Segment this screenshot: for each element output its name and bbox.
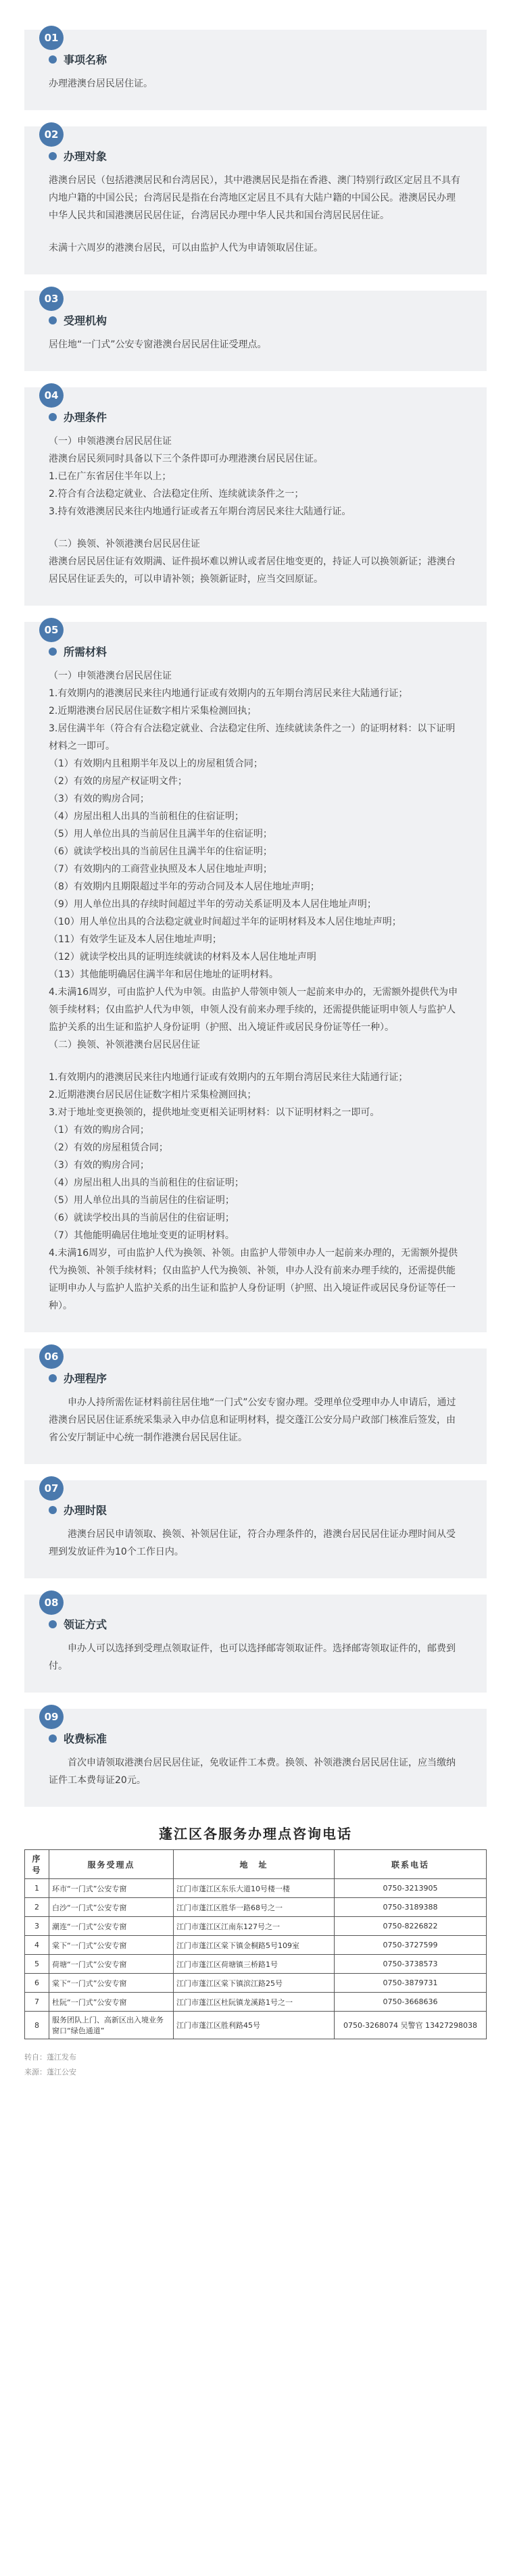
section-number-badge: 04 — [39, 383, 64, 408]
row-index: 4 — [25, 1936, 49, 1955]
row-station: 杜阮“一门式”公安专窗 — [49, 1993, 174, 2012]
row-address: 江门市蓬江区荷塘镇三桥路1号 — [174, 1955, 335, 1974]
table-row — [25, 2012, 487, 2039]
section-01 — [24, 30, 487, 110]
bullet-dot-icon — [49, 1620, 57, 1628]
row-phone: 0750-3668636 — [335, 1993, 487, 2012]
row-station: 潮连“一门式”公安专窗 — [49, 1917, 174, 1936]
paragraph: （8）有效期内且期限超过半年的劳动合同及本人居住地址声明； — [49, 881, 320, 892]
paragraph: 港澳台居民申请领取、换领、补领居住证，符合办理条件的，港澳台居民居住证办理时间从受理到发放证件为10个工作日内。 — [49, 1529, 456, 1557]
section-number-badge: 05 — [39, 618, 64, 642]
paragraph: 申办人可以选择到受理点领取证件，也可以选择邮寄领取证件。选择邮寄领取证件的，邮费到付。 — [49, 1643, 456, 1672]
row-station: 棠下“一门式”公安专窗 — [49, 1974, 174, 1993]
paragraph: 1.有效期内的港澳居民来往内地通行证或有效期内的五年期台湾居民来往大陆通行证； — [49, 1072, 408, 1083]
forward-value: 蓬江发布 — [47, 2053, 76, 2062]
bullet-dot-icon — [49, 648, 57, 656]
header-station: 服务受理点 — [49, 1850, 174, 1879]
paragraph: 港澳台居民居住证有效期满、证件损坏难以辨认或者居住地变更的，持证人可以换领新证；港澳台居民居住证丢失的，可以申请补领；换领新证时，应当交回原证。 — [49, 556, 456, 585]
paragraph: （4）房屋出租人出具的当前租住的住宿证明； — [49, 1177, 244, 1188]
paragraph: （二）换领、补领港澳台居民居住证 — [49, 1040, 200, 1050]
paragraph: （一）申领港澳台居民居住证 — [49, 671, 172, 681]
section-title-text: 收费标准 — [64, 1732, 107, 1745]
table-row — [25, 1955, 487, 1974]
paragraph: 居住地“一门式”公安专窗港澳台居民居住证受理点。 — [49, 339, 267, 350]
paragraph: （9）用人单位出具的存续时间超过半年的劳动关系证明及本人居住地址声明； — [49, 899, 376, 910]
section-title — [49, 51, 462, 67]
paragraph: （1）有效的购房合同； — [49, 1125, 149, 1136]
section-02 — [24, 126, 487, 274]
paragraph: 申办人持所需佐证材料前往居住地“一门式”公安专窗办理。受理单位受理申办人申请后，通过港澳台居民居住证系统采集录入申办信息和证明材料，提交蓬江公安分局户政部门核准后签发，由省公安厅制证中心统一制作港澳台居民居住证。 — [49, 1397, 456, 1443]
sections-list — [24, 30, 487, 1807]
paragraph: 2.近期港澳台居民居住证数字相片采集检测回执； — [49, 706, 257, 716]
row-index: 6 — [25, 1974, 49, 1993]
contacts-table-block — [24, 1823, 487, 2039]
bullet-dot-icon — [49, 413, 57, 421]
section-body — [49, 75, 462, 93]
section-number-badge: 07 — [39, 1476, 64, 1501]
row-address: 江门市蓬江区棠下镇滨江路25号 — [174, 1974, 335, 1993]
row-phone: 0750-8226822 — [335, 1917, 487, 1936]
paragraph: （7）有效期内的工商营业执照及本人居住地址声明； — [49, 864, 272, 875]
section-title — [49, 312, 462, 328]
section-03 — [24, 291, 487, 371]
row-index: 7 — [25, 1993, 49, 2012]
section-title-text: 所需材料 — [64, 646, 107, 658]
table-row — [25, 1993, 487, 2012]
section-title — [49, 148, 462, 164]
section-title — [49, 643, 462, 659]
section-body — [49, 667, 462, 1315]
section-title — [49, 1370, 462, 1386]
section-body — [49, 1754, 462, 1789]
section-09 — [24, 1709, 487, 1807]
row-station: 荷塘“一门式”公安专窗 — [49, 1955, 174, 1974]
row-phone: 0750-3189388 — [335, 1898, 487, 1917]
table-row — [25, 1974, 487, 1993]
row-phone: 0750-3727599 — [335, 1936, 487, 1955]
row-phone: 0750-3738573 — [335, 1955, 487, 1974]
paragraph: （4）房屋出租人出具的当前租住的住宿证明； — [49, 811, 244, 822]
row-index: 3 — [25, 1917, 49, 1936]
paragraph: （5）用人单位出具的当前居住的住宿证明； — [49, 1195, 235, 1206]
section-06 — [24, 1348, 487, 1464]
paragraph: （12）就读学校出具的证明连续就读的材料及本人居住地址声明 — [49, 952, 316, 963]
row-address: 江门市蓬江区胜利路45号 — [174, 2012, 335, 2039]
footer — [24, 2050, 487, 2080]
paragraph: 港澳台居民须同时具备以下三个条件即可办理港澳台居民居住证。 — [49, 454, 323, 464]
section-number-badge: 09 — [39, 1705, 64, 1729]
section-body — [49, 1394, 462, 1447]
section-body — [49, 1640, 462, 1675]
paragraph: 1.有效期内的港澳居民来往内地通行证或有效期内的五年期台湾居民来往大陆通行证； — [49, 688, 408, 699]
section-05 — [24, 622, 487, 1332]
contacts-table — [24, 1849, 487, 2039]
paragraph: （2）有效的房屋租赁合同； — [49, 1142, 168, 1153]
paragraph: （2）有效的房屋产权证明文件； — [49, 776, 187, 787]
paragraph: 首次申请领取港澳台居民居住证，免收证件工本费。换领、补领港澳台居民居住证，应当缴纳证件工本费每证20元。 — [49, 1757, 456, 1786]
source-line — [24, 2065, 487, 2080]
row-address: 江门市蓬江区东乐大道10号楼一楼 — [174, 1879, 335, 1898]
section-title-text: 办理条件 — [64, 411, 107, 424]
table-title: 蓬江区各服务办理点咨询电话 — [159, 1826, 352, 1842]
header-phone: 联系电话 — [335, 1850, 487, 1879]
paragraph: 4.未满16周岁，可由监护人代为换领、补领。由监护人带领申办人一起前来办理的，无需额外提供代为换领、补领手续材料；仅由监护人代为换领、补领，申办人没有前来办理手续的，还需提供能证明申办人与监护人监护关系的出生证和监护人身份证明（护照、出入境证件或居民身份证等任一种）。 — [49, 1248, 458, 1311]
row-index: 2 — [25, 1898, 49, 1917]
table-header-row — [25, 1850, 487, 1879]
paragraph: （6）就读学校出具的当前居住的住宿证明； — [49, 1213, 235, 1223]
row-phone: 0750-3213905 — [335, 1879, 487, 1898]
section-number-badge: 06 — [39, 1344, 64, 1369]
table-row — [25, 1917, 487, 1936]
row-index: 1 — [25, 1879, 49, 1898]
paragraph: （5）用人单位出具的当前居住且满半年的住宿证明； — [49, 829, 272, 840]
section-body — [49, 172, 462, 257]
source-label: 来源： — [24, 2068, 47, 2076]
row-address: 江门市蓬江区棠下镇金桐路5号109室 — [174, 1936, 335, 1955]
paragraph: （6）就读学校出具的当前居住且满半年的住宿证明； — [49, 846, 272, 857]
paragraph: 4.未满16周岁，可由监护人代为申领。由监护人带领申领人一起前来申办的，无需额外提供代为申领手续材料；仅由监护人代为申领，申领人没有前来办理手续的，还需提供能证明申领人与监护人监护关系的出生证和监护人身份证明（护照、出入境证件或居民身份证等任一种）。 — [49, 987, 458, 1033]
section-07 — [24, 1480, 487, 1578]
paragraph: （二）换领、补领港澳台居民居住证 — [49, 539, 200, 550]
header-index: 序号 — [25, 1850, 49, 1879]
section-title — [49, 1730, 462, 1746]
forward-label: 转自： — [24, 2053, 47, 2062]
row-station: 白沙“一门式”公安专窗 — [49, 1898, 174, 1917]
paragraph: 未满十六周岁的港澳台居民，可以由监护人代为申请领取居住证。 — [49, 243, 323, 253]
row-index: 8 — [25, 2012, 49, 2039]
header-address: 地 址 — [174, 1850, 335, 1879]
section-number-badge: 03 — [39, 287, 64, 311]
row-address: 江门市蓬江区胜华一路68号之一 — [174, 1898, 335, 1917]
row-station: 棠下“一门式”公安专窗 — [49, 1936, 174, 1955]
bullet-dot-icon — [49, 55, 57, 64]
bullet-dot-icon — [49, 1734, 57, 1743]
row-station: 服务团队上门、高新区出入境业务窗口“绿色通道” — [49, 2012, 174, 2039]
forward-line — [24, 2050, 487, 2065]
paragraph: （10）用人单位出具的合法稳定就业时间超过半年的证明材料及本人居住地址声明； — [49, 917, 402, 927]
table-row — [25, 1936, 487, 1955]
table-row — [25, 1898, 487, 1917]
paragraph: 3.对于地址变更换领的，提供地址变更相关证明材料：以下证明材料之一即可。 — [49, 1107, 380, 1118]
section-body — [49, 336, 462, 354]
row-station: 环市“一门式”公安专窗 — [49, 1879, 174, 1898]
paragraph: 3.居住满半年（符合有合法稳定就业、合法稳定住所、连续就读条件之一）的证明材料：以下证明材料之一即可。 — [49, 723, 456, 752]
section-04 — [24, 387, 487, 606]
bullet-dot-icon — [49, 1506, 57, 1514]
table-row — [25, 1879, 487, 1898]
source-value: 蓬江公安 — [47, 2068, 76, 2076]
paragraph: （3）有效的购房合同； — [49, 1160, 149, 1171]
section-title — [49, 409, 462, 424]
paragraph: （1）有效期内且租期半年及以上的房屋租赁合同； — [49, 758, 263, 769]
paragraph: （13）其他能明确居住满半年和居住地址的证明材料。 — [49, 969, 278, 980]
paragraph: 办理港澳台居民居住证。 — [49, 78, 153, 89]
section-title-text: 领证方式 — [64, 1618, 107, 1631]
table-body — [25, 1879, 487, 2039]
bullet-dot-icon — [49, 1374, 57, 1382]
section-title — [49, 1502, 462, 1517]
paragraph: 1.已在广东省居住半年以上； — [49, 471, 172, 482]
section-body — [49, 1526, 462, 1561]
row-address: 江门市蓬江区江南东127号之一 — [174, 1917, 335, 1936]
row-phone: 0750-3268074 吴警官 13427298038 — [335, 2012, 487, 2039]
section-number-badge: 02 — [39, 122, 64, 147]
row-index: 5 — [25, 1955, 49, 1974]
row-address: 江门市蓬江区杜阮镇龙溪路1号之一 — [174, 1993, 335, 2012]
paragraph: （一）申领港澳台居民居住证 — [49, 436, 172, 447]
row-phone: 0750-3879731 — [335, 1974, 487, 1993]
paragraph: （11）有效学生证及本人居住地址声明； — [49, 934, 222, 945]
section-number-badge: 08 — [39, 1590, 64, 1615]
section-title-text: 办理程序 — [64, 1372, 107, 1385]
bullet-dot-icon — [49, 152, 57, 160]
section-body — [49, 433, 462, 588]
paragraph: （7）其他能明确居住地址变更的证明材料。 — [49, 1230, 235, 1241]
paragraph: （3）有效的购房合同； — [49, 794, 149, 804]
section-08 — [24, 1595, 487, 1693]
section-title-text: 受理机构 — [64, 314, 107, 327]
section-title-text: 办理时限 — [64, 1504, 107, 1517]
section-title-text: 事项名称 — [64, 53, 107, 66]
section-title — [49, 1616, 462, 1632]
section-title-text: 办理对象 — [64, 150, 107, 163]
paragraph: 港澳台居民（包括港澳居民和台湾居民），其中港澳居民是指在香港、澳门特别行政区定居且不具有内地户籍的中国公民；台湾居民是指在台湾地区定居且不具有大陆户籍的中国公民。港澳居民办理中华人民共和国港澳居民居住证，台湾居民办理中华人民共和国台湾居民居住证。 — [49, 175, 460, 221]
paragraph: 2.近期港澳台居民居住证数字相片采集检测回执； — [49, 1090, 257, 1100]
section-number-badge: 01 — [39, 26, 64, 50]
bullet-dot-icon — [49, 316, 57, 324]
paragraph: 2.符合有合法稳定就业、合法稳定住所、连续就读条件之一； — [49, 489, 304, 500]
paragraph: 3.持有效港澳居民来往内地通行证或者五年期台湾居民来往大陆通行证。 — [49, 506, 351, 517]
